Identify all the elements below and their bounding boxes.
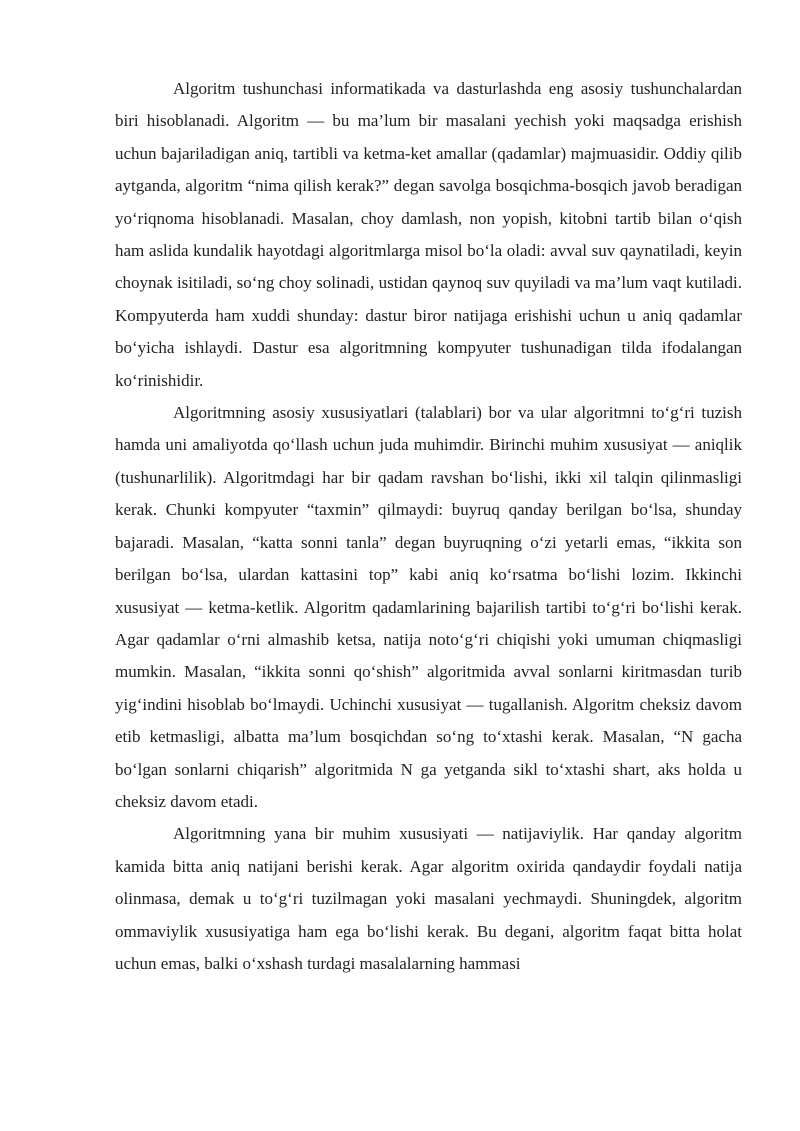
paragraph: Algoritm tushunchasi informatikada va dasturlashda eng asosiy tushunchalardan biri hisoblanadi. Algoritm — bu ma’lum bir masalani yechish yoki maqsadga erishish uchun bajariladigan aniq, tartibli va ketma-ket amallar (qadamlar) majmuasidir. Oddiy qilib aytganda, algoritm “nima qilish kerak?” degan savolga bosqichma-bosqich javob beradigan yo‘riqnoma hisoblanadi. Masalan, choy damlash, non yopish, kitobni tartib bilan o‘qish ham aslida kundalik hayotdagi algoritmlarga misol bo‘la oladi: avval suv qaynatiladi, keyin choynak isitiladi, so‘ng choy solinadi, ustidan qaynoq suv quyiladi va ma’lum vaqt kutiladi. Kompyuterda ham xuddi shunday: dastur biror natijaga erishishi uchun u aniq qadamlar bo‘yicha ishlaydi. Dastur esa algoritmning kompyuter tushunadigan tilda ifodalangan ko‘rinishidir. [115, 79, 742, 390]
paragraph: Algoritmning asosiy xususiyatlari (talablari) bor va ular algoritmni to‘g‘ri tuzish hamda uni amaliyotda qo‘llash uchun juda muhimdir. Birinchi muhim xususiyat — aniqlik (tushunarlilik). Algoritmdagi har bir qadam ravshan bo‘lishi, ikki xil talqin qilinmasligi kerak. Chunki kompyuter “taxmin” qilmaydi: buyruq qanday berilgan bo‘lsa, shunday bajaradi. Masalan, “katta sonni tanla” degan buyruqning o‘zi yetarli emas, “ikkita son berilgan bo‘lsa, ulardan kattasini top” kabi aniq ko‘rsatma bo‘lishi lozim. Ikkinchi xususiyat — ketma-ketlik. Algoritm qadamlarining bajarilish tartibi to‘g‘ri bo‘lishi kerak. Agar qadamlar o‘rni almashib ketsa, natija noto‘g‘ri chiqishi yoki umuman chiqmasligi mumkin. Masalan, “ikkita sonni qo‘shish” algoritmida avval sonlarni kiritmasdan turib yig‘indini hisoblab bo‘lmaydi. Uchinchi xususiyat — tugallanish. Algoritm cheksiz davom etib ketmasligi, albatta ma’lum bosqichdan so‘ng to‘xtashi kerak. Masalan, “N gacha bo‘lgan sonlarni chiqarish” algoritmida N ga yetganda sikl to‘xtashi shart, aks holda u cheksiz davom etadi. [115, 403, 742, 811]
document-body [115, 73, 742, 980]
paragraph: Algoritmning yana bir muhim xususiyati — natijaviylik. Har qanday algoritm kamida bitta aniq natijani berishi kerak. Agar algoritm oxirida qandaydir foydali natija olinmasa, demak u to‘g‘ri tuzilmagan yoki masalani yechmaydi. Shuningdek, algoritm ommaviylik xususiyatiga ham ega bo‘lishi kerak. Bu degani, algoritm faqat bitta holat uchun emas, balki o‘xshash turdagi masalalarning hammasi [115, 824, 742, 973]
